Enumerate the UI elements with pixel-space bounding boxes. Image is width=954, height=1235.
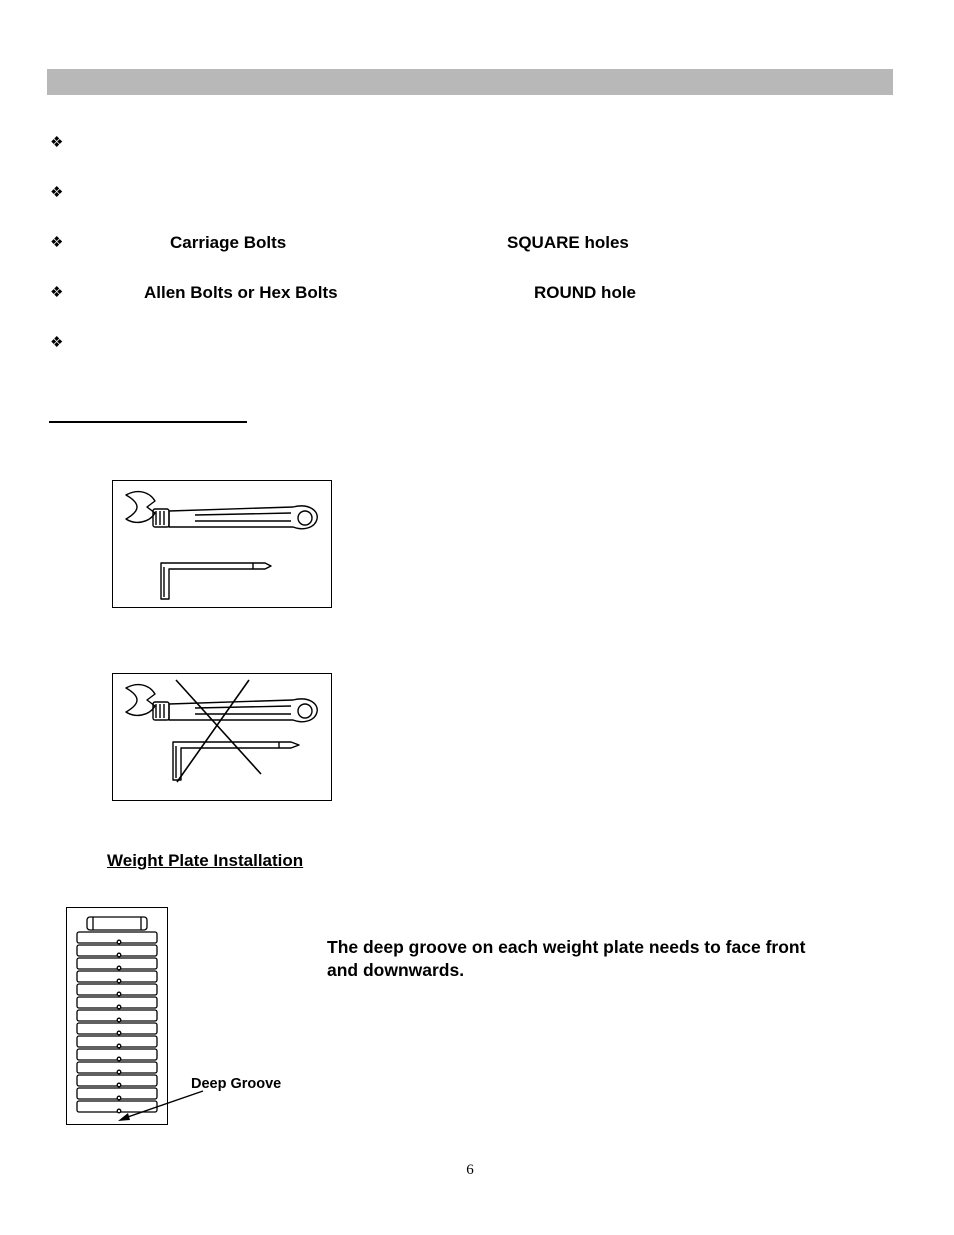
weight-plate-heading: Weight Plate Installation [107, 851, 304, 870]
plate-groove-mark [117, 979, 121, 983]
page-number: 6 [466, 1162, 474, 1178]
bullet-icon: ❖ [50, 234, 64, 251]
wrench-allen-key-icon [113, 481, 333, 609]
plate-groove-mark [117, 1044, 121, 1048]
plate-groove-mark [117, 1070, 121, 1074]
plate-groove-mark [117, 992, 121, 996]
plate-groove-mark [117, 1005, 121, 1009]
bullet-icon: ❖ [50, 284, 64, 301]
section-heading-rule [49, 421, 247, 423]
round-hole-term: ROUND hole [534, 283, 636, 302]
deep-groove-label: Deep Groove [191, 1076, 282, 1092]
carriage-bolts-term: Carriage Bolts [170, 233, 287, 252]
allen-hex-bolts-term: Allen Bolts or Hex Bolts [144, 283, 338, 302]
section-header-bar [47, 69, 893, 95]
cross-stroke [176, 680, 261, 774]
wrench-allen-key-crossed-icon [113, 674, 333, 802]
plate-groove-mark [117, 1018, 121, 1022]
bullet-icon: ❖ [50, 184, 64, 201]
bullet-icon: ❖ [50, 134, 64, 151]
deep-groove-instruction: The deep groove on each weight plate needs to face front and downwards. [327, 937, 806, 980]
square-holes-term: SQUARE holes [507, 233, 629, 252]
plate-groove-mark [117, 1031, 121, 1035]
plate-groove-mark [117, 966, 121, 970]
deep-groove-arrow-icon [110, 1088, 210, 1128]
bullet-icon: ❖ [50, 334, 64, 351]
tools-correct-illustration [112, 480, 332, 608]
plate-groove-mark [117, 953, 121, 957]
plate-groove-mark [117, 1083, 121, 1087]
plate-groove-mark [117, 1057, 121, 1061]
plate-groove-mark [117, 940, 121, 944]
cross-stroke [177, 680, 249, 782]
tools-incorrect-illustration [112, 673, 332, 801]
